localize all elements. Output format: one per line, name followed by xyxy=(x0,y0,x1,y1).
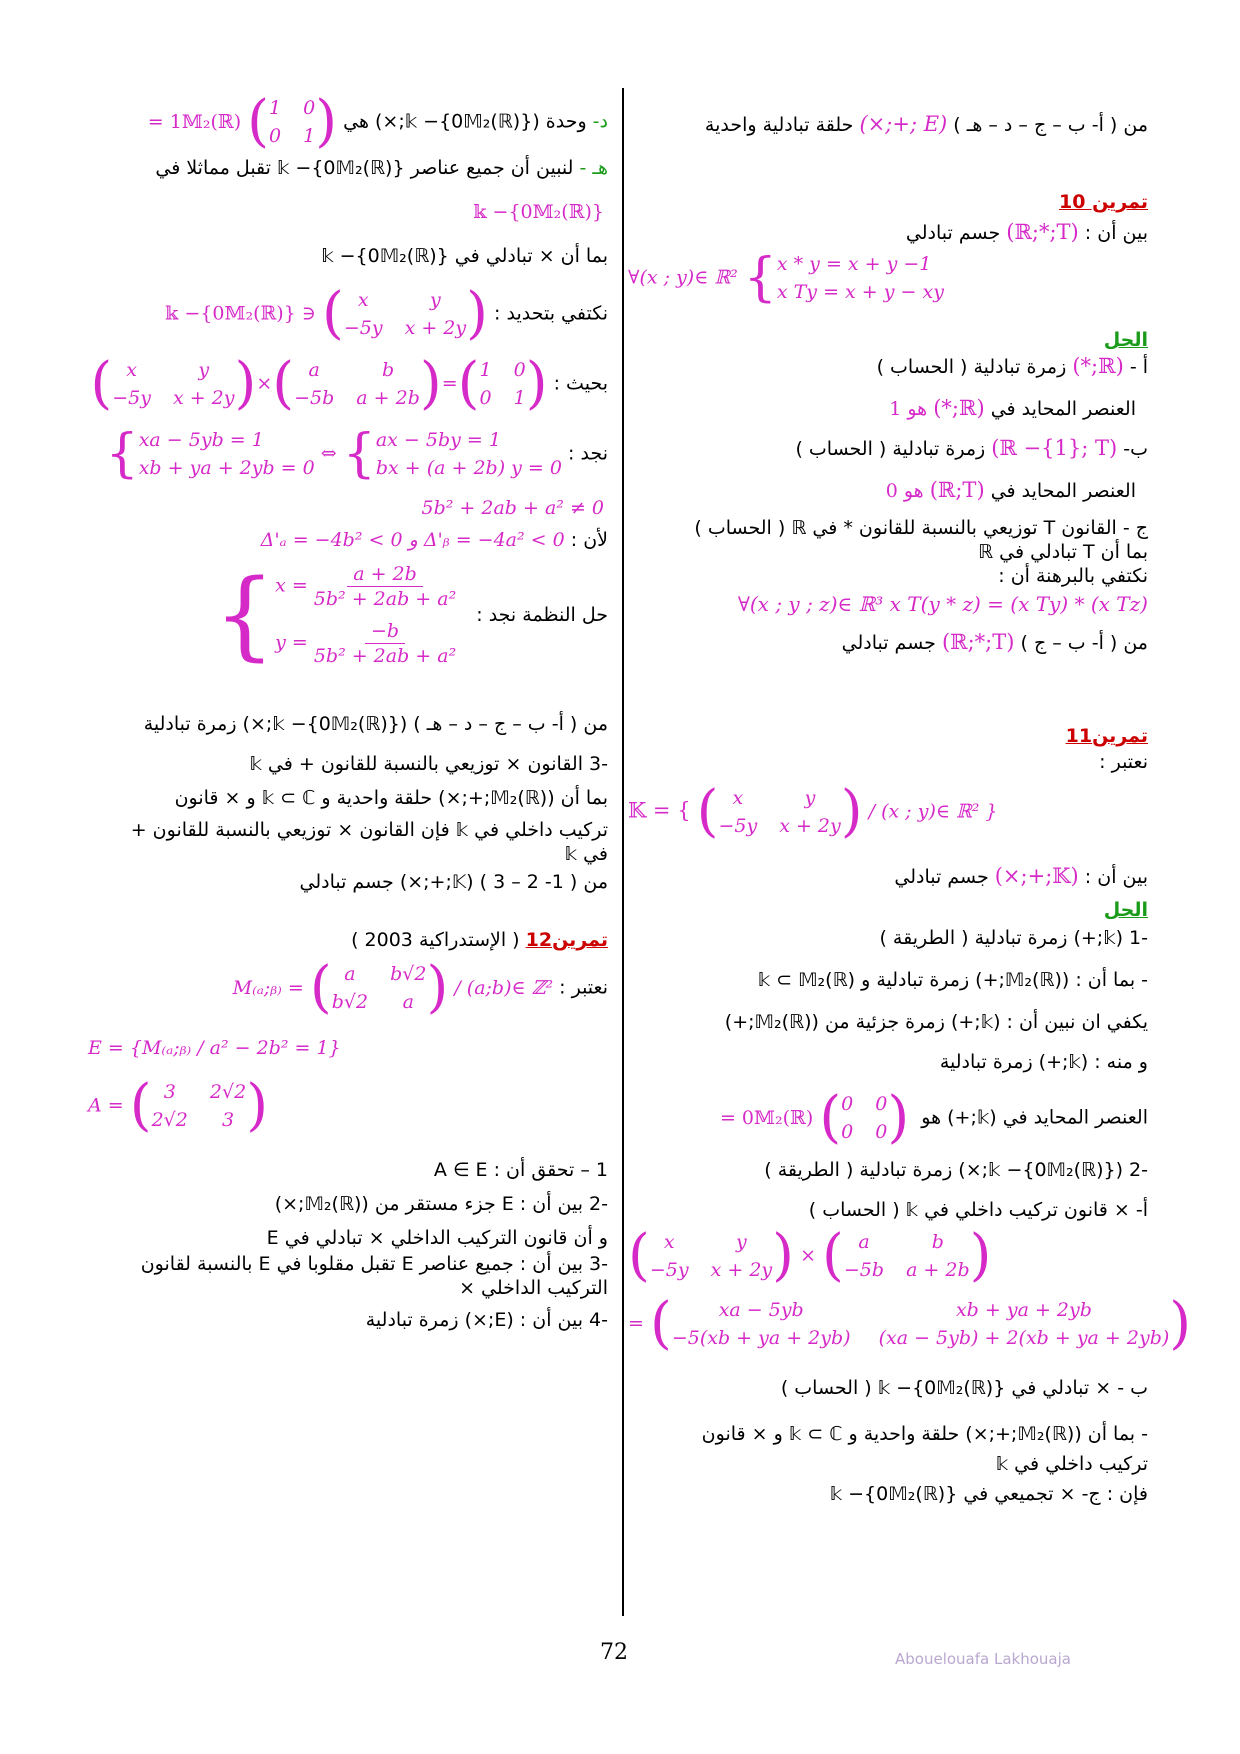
text: من ( أ- ب – ج – د – هـ ) xyxy=(953,114,1148,136)
such-that-line: بحيث : ( x y −5y x + 2y ) × ( a b −5b a + 2b ) = ( 1 0 0 1 ) xyxy=(90,351,608,416)
matrix-result: ( xa − 5yb xb + ya + 2yb −5(xb + ya + 2yb) (xa − 5yb) + 2(xb + ya + 2yb) ) xyxy=(649,1291,1192,1356)
step-1-c: و منه : (𝕜;+) زمرة تبادلية xyxy=(939,1051,1148,1073)
step-2: -2 (𝕜 −{0𝕄₂(ℝ)};×) زمرة تبادلية ( الطريقة ) xyxy=(764,1159,1148,1181)
title: تمرين12 xyxy=(525,929,608,951)
condition: / (x ; y)∈ ℝ² } xyxy=(868,800,998,823)
step-1-b: يكفي ان نبين أن : (𝕜;+) زمرة جزئية من (𝕄₂(ℝ);+) xyxy=(724,1011,1148,1033)
text: لأن : xyxy=(570,529,608,551)
left-column xyxy=(88,89,608,1612)
text: جسم تبادلي xyxy=(841,632,936,654)
ex10-conclusion xyxy=(628,630,1148,655)
nonzero-condition: 5b² + 2ab + a² ≠ 0 xyxy=(421,497,604,519)
label: هـ - xyxy=(579,157,608,179)
value: هو 0 xyxy=(885,480,924,502)
matrix-A-definition xyxy=(4,1073,608,1138)
text: بين أن : xyxy=(1084,222,1148,244)
zero-value: = 0𝕄₂(ℝ) xyxy=(719,1106,814,1129)
matrix-ab: ( a b −5b a + 2b ) xyxy=(272,351,442,416)
question-3a: -3 بين أن : جميع عناصر E تقبل مقلوبا في E بالنسبة لقانون xyxy=(140,1253,608,1275)
matrix-xy: ( x y −5y x + 2y ) xyxy=(90,351,257,416)
exercise-10-title: تمرين 10 xyxy=(1059,191,1148,213)
question-1: 1 – تحقق أن : A ∈ E xyxy=(433,1159,608,1181)
text: نجد : xyxy=(568,442,608,465)
text: لنبين أن جميع عناصر 𝕜 −{0𝕄₂(ℝ)} تقبل مماثلا في xyxy=(155,157,574,179)
matrix-M: ( a b√2 b√2 a ) xyxy=(309,955,449,1020)
math: (ℝ −{1}; T) xyxy=(991,436,1118,460)
math: (𝕂;+;×) xyxy=(994,864,1079,888)
matrix-q: ( a b −5b a + 2b ) xyxy=(822,1223,992,1288)
A-symbol: A = xyxy=(88,1094,124,1117)
group-conclusion: من ( أ- ب – ج – د – هـ ) (𝕜 −{0𝕄₂(ℝ)};×) زمرة تبادلية xyxy=(143,713,608,735)
system-1: { xa − 5yb = 1 xb + ya + 2yb = 0 xyxy=(105,424,315,484)
text: وحدة (𝕜 −{0𝕄₂(ℝ)};×) هي xyxy=(343,110,587,133)
forall: ∀(x ; y)∈ ℝ² xyxy=(628,266,738,289)
text: زمرة تبادلية ( الحساب ) xyxy=(795,438,986,460)
part-d xyxy=(88,89,608,154)
part-h xyxy=(88,156,608,180)
step-3-line4: في 𝕜 xyxy=(564,843,608,865)
solution-heading: الحل xyxy=(1103,329,1148,351)
system-2: { ax − 5by = 1 bx + (a + 2b) y = 0 xyxy=(342,424,562,484)
step-3-line1: -3 القانون × توزيعي بالنسبة للقانون + في 𝕜 xyxy=(249,753,608,775)
math: (ℝ;*;T) xyxy=(941,630,1015,654)
zero-matrix: ( 0 0 0 0 ) xyxy=(819,1085,910,1150)
find-systems: نجد : { xa − 5yb = 1 xb + ya + 2yb = 0 ⇔ { ax − 5by = 1 bx + (a + 2b) y = 0 xyxy=(105,424,608,484)
matrix-identity: ( 1 0 0 1 ) xyxy=(457,351,548,416)
step-1-a: - بما أن : (𝕄₂(ℝ);+) زمرة تبادلية و 𝕜 ⊂ 𝕄₂(ℝ) xyxy=(757,969,1148,991)
solution-braces: { x = $\frac{a + 2b}{\text{5b² + 2ab + a²}}$ y = $\frac{-b}{\text{5b² + 2ab + a²}}$ xyxy=(213,559,457,671)
part-c-line2: بما أن T تبادلي في ℝ xyxy=(978,541,1148,563)
math: (ℝ;*;T) xyxy=(1006,220,1079,244)
because-line xyxy=(88,528,608,552)
set-E: E = {M₍ₐ;ᵦ₎ / a² − 2b² = 1} xyxy=(88,1037,341,1059)
matrix-K: ( x y −5y x + 2y ) xyxy=(696,779,863,844)
step-1: -1 (𝕜;+) زمرة تبادلية ( الطريقة ) xyxy=(879,927,1148,949)
membership: ∈ 𝕜 −{0𝕄₂(ℝ)} xyxy=(165,302,316,325)
text: بحيث : xyxy=(553,372,608,395)
exercise-12-title xyxy=(88,928,608,952)
text: من ( أ- ب – ج ) xyxy=(1020,632,1148,654)
question-4: -4 بين أن : (E;×) زمرة تبادلية xyxy=(365,1309,608,1331)
text: جسم تبادلي xyxy=(905,222,1001,244)
definition-system: { x * y = x + y −1 x Ty = x + y − xy xyxy=(743,248,944,308)
label: د- xyxy=(592,110,608,133)
condition: / (a;b)∈ ℤ² xyxy=(454,976,554,999)
solution-system xyxy=(88,559,608,672)
author-credit: Abouelouafa Lakhouaja xyxy=(895,1650,1071,1668)
question-2a: -2 بين أن : E جزء مستقر من (𝕄₂(ℝ);×) xyxy=(274,1193,608,1215)
math: (ℝ;T) xyxy=(929,478,985,502)
identity-value: = 1𝕄₂(ℝ) xyxy=(147,110,242,133)
question-3b: التركيب الداخلي × xyxy=(459,1277,608,1299)
step-1-neutral xyxy=(628,1085,1148,1150)
subtitle: ( الإستدراكية 2003 ) xyxy=(351,929,520,951)
product-expression: ( x y −5y x + 2y ) × ( a b −5b a + 2b ) xyxy=(628,1223,992,1288)
cell: x + 2y xyxy=(779,815,841,837)
part-c-line1: ج - القانون T توزيعي بالنسبة للقانون * في ℝ ( الحساب ) xyxy=(694,517,1148,539)
matrix-A: ( 3 2√2 2√2 3 ) xyxy=(129,1073,269,1138)
step-2-c1: - بما أن (𝕄₂(ℝ);+;×) حلقة واحدية و 𝕜 ⊂ ℂ و × قانون xyxy=(701,1423,1148,1445)
page-number: 72 xyxy=(600,1640,628,1665)
cell: y xyxy=(804,787,816,809)
step-2-c3: فإن : ج- × تجميعي في 𝕜 −{0𝕄₂(ℝ)} xyxy=(829,1483,1148,1505)
cell: −5y xyxy=(718,815,758,837)
set-K: 𝕂 = { xyxy=(628,798,691,823)
law-star: x * y = x + y −1 xyxy=(776,253,932,275)
text: بين أن : xyxy=(1084,866,1148,888)
math: (E ;+;×) xyxy=(859,112,948,136)
text: حلقة تبادلية واحدية xyxy=(704,114,854,136)
M-symbol: M₍ₐ;ᵦ₎ = xyxy=(232,976,304,999)
step-2-b: ب - × تبادلي في 𝕜 −{0𝕄₂(ℝ)} ( الحساب ) xyxy=(780,1377,1148,1399)
exercise-11-title: تمرين11 xyxy=(1065,725,1148,747)
step-2-c2: تركيب داخلي في 𝕜 xyxy=(995,1453,1148,1475)
law-t: x Ty = x + y − xy xyxy=(776,281,944,303)
commutative-note: بما أن × تبادلي في 𝕜 −{0𝕄₂(ℝ)} xyxy=(321,245,608,267)
suffices-line xyxy=(88,281,608,346)
label: أ - xyxy=(1129,356,1148,378)
text: حل النظمة نجد : xyxy=(476,604,608,626)
step-3-line3: تركيب داخلي في 𝕜 فإن القانون × توزيعي بالنسبة للقانون + xyxy=(130,819,608,841)
part-a-neutral xyxy=(616,396,1148,421)
part-b-neutral xyxy=(616,478,1148,503)
identity-matrix: ( 1 0 0 1 ) xyxy=(247,89,338,154)
part-c-line3: نكتفي بالبرهنة أن : xyxy=(998,565,1148,587)
math: (ℝ;*) xyxy=(933,396,985,420)
discriminants: Δ'ₐ = −4b² < 0 و Δ'ᵦ = −4a² < 0 xyxy=(260,529,565,551)
matrix-M-definition xyxy=(88,955,608,1020)
text: نعتبر : xyxy=(559,976,608,999)
step-2-a: أ- × قانون تركيب داخلي في 𝕜 ( الحساب ) xyxy=(808,1199,1148,1221)
text: العنصر المحايد في xyxy=(990,480,1136,502)
ex10-statement xyxy=(628,220,1148,245)
text: العنصر المحايد في (𝕜;+) هو xyxy=(921,1106,1148,1129)
ex11-statement xyxy=(628,864,1148,889)
cell: x xyxy=(732,787,744,809)
value: هو 1 xyxy=(889,398,928,420)
part-a xyxy=(628,354,1148,379)
step-3-line2: بما أن (𝕄₂(ℝ);+;×) حلقة واحدية و 𝕜 ⊂ ℂ و × قانون xyxy=(174,787,608,809)
question-2b: و أن قانون التركيب الداخلي × تبادلي في E xyxy=(266,1227,608,1249)
set-k-star: 𝕜 −{0𝕄₂(ℝ)} xyxy=(473,201,604,223)
text: العنصر المحايد في xyxy=(990,398,1136,420)
text: زمرة تبادلية ( الحساب ) xyxy=(876,356,1067,378)
conclusion-ring xyxy=(628,112,1148,137)
text: جسم تبادلي xyxy=(894,866,989,888)
math: (ℝ;*) xyxy=(1072,354,1124,378)
ex11-conclusion: من ( 1- 2 – 3 ) (𝕂;+;×) جسم تبادلي xyxy=(299,871,608,893)
right-column xyxy=(628,92,1192,1612)
label: ب- xyxy=(1123,438,1148,460)
matrix-p: ( x y −5y x + 2y ) xyxy=(628,1223,795,1288)
inverse-matrix: ( x y −5y x + 2y ) xyxy=(321,281,488,346)
solution-heading-2: الحل xyxy=(1103,899,1148,921)
distributive-formula: ∀(x ; y ; z)∈ ℝ³ x T(y * z) = (x Ty) * (x Tz) xyxy=(737,592,1148,616)
column-divider xyxy=(622,88,624,1616)
text: نكتفي بتحديد : xyxy=(494,302,608,325)
part-b xyxy=(628,436,1148,461)
product-result: = ( xa − 5yb xb + ya + 2yb −5(xb + ya + 2yb) (xa − 5yb) + 2(xb + ya + 2yb) ) xyxy=(628,1291,1192,1356)
ex11-consider: نعتبر : xyxy=(1099,751,1148,773)
